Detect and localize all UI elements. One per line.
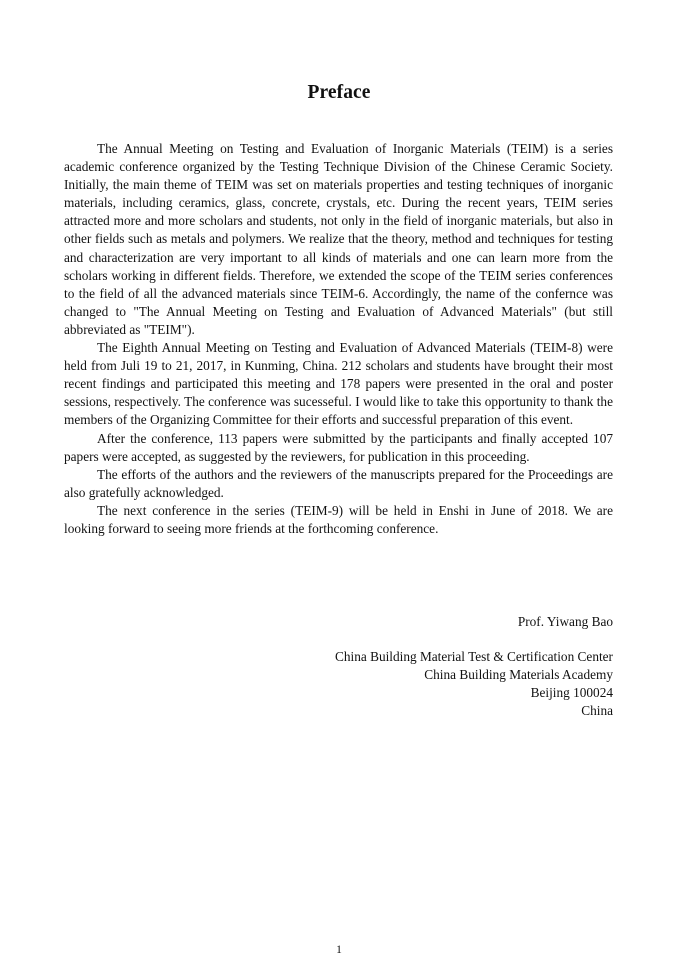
- page-number: 1: [336, 944, 342, 956]
- affiliation-line: China Building Materials Academy: [424, 667, 613, 683]
- paragraph-next-conference: The next conference in the series (TEIM-9) will be held in Enshi in June of 2018. We are looking forward to seeing more friends at the forthcoming conference.: [64, 502, 613, 536]
- preface-body: [64, 140, 613, 538]
- affiliation-line: China Building Material Test & Certification Center: [334, 649, 613, 665]
- author-name: Prof. Yiwang Bao: [517, 614, 613, 629]
- paragraph-papers: After the conference, 113 papers were submitted by the participants and finally accepted 107 papers were accepted, as suggested by the reviewers, for publication in this proceeding.: [64, 430, 613, 464]
- paragraph-teim8: The Eighth Annual Meeting on Testing and Evaluation of Advanced Materials (TEIM-8) were held from Juli 19 to 21, 2017, in Kunming, China. 212 scholars and students have brought their most recent findings and participated this meeting and 178 papers were presented in the oral and poster sessions, respectively. The conference was sucesseful. I would like to take this opportunity to thank the members of the Organizing Committee for their efforts and successful preparation of this event.: [64, 340, 613, 428]
- paragraph-intro: The Annual Meeting on Testing and Evaluation of Inorganic Materials (TEIM) is a series academic conference organized by the Testing Technique Division of the Chinese Ceramic Society. Initially, the main theme of TEIM was set on materials properties and testing techniques of inorganic materials, including ceramics, glass, concrete, crystals, etc. During the recent years, TEIM series attracted more and more scholars and students, not only in the field of inorganic materials, but also in other fields such as metals and polymers. We realize that the theory, method and techniques for testing and characterization are very important to all kinds of materials and one can learn more from the scholars working in different fields. Therefore, we extended the scope of the TEIM series conferences to the field of all the advanced materials since TEIM-6. Accordingly, the name of the confernce was changed to "The Annual Meeting on Testing and Evaluation of Advanced Materials" (but still abbreviated as "TEIM").: [64, 141, 613, 337]
- affiliation-country: China: [581, 703, 613, 719]
- paragraph-acknowledgement: The efforts of the authors and the reviewers of the manuscripts prepared for the Proceedings are also gratefully acknowledged.: [64, 466, 613, 500]
- signature-block: [335, 613, 613, 720]
- affiliation-city: Beijing 100024: [530, 685, 613, 701]
- page-title: Preface: [307, 82, 371, 103]
